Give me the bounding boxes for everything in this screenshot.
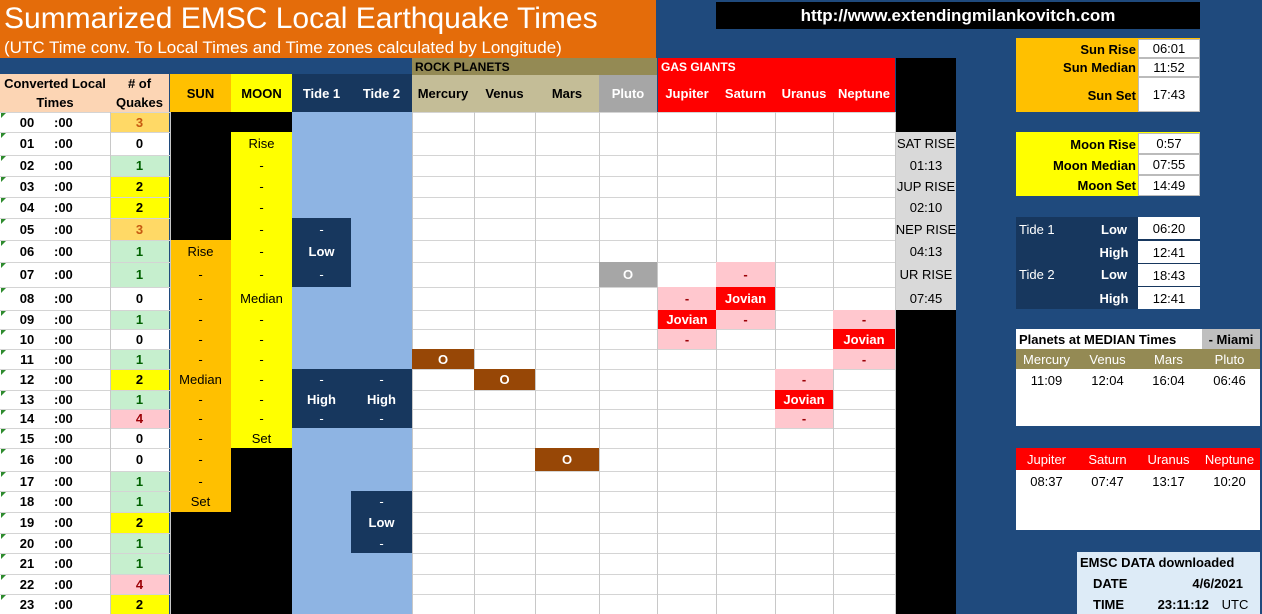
- grid-line: [412, 512, 895, 513]
- grid-line: [412, 533, 895, 534]
- minute-cell: :00: [54, 409, 110, 428]
- tide2-high-label: High: [1099, 290, 1129, 306]
- rise-cell: JUP RISE: [896, 176, 956, 197]
- grid-line: [412, 155, 895, 156]
- grid-line: [0, 349, 170, 350]
- cell-comment-marker: [1, 330, 6, 335]
- median-pluto-header: Pluto: [1214, 351, 1245, 367]
- hour-cell: 03: [0, 176, 54, 197]
- quake-count: 1: [110, 553, 169, 574]
- tide2-cell: -: [351, 369, 412, 390]
- cell-comment-marker: [1, 263, 6, 268]
- minute-cell: :00: [54, 369, 110, 390]
- grid-line: [412, 112, 895, 113]
- grid-line: [0, 471, 170, 472]
- minute-cell: :00: [54, 574, 110, 594]
- moon-median-value: 07:55: [1138, 154, 1200, 175]
- sun-rise-value: 06:01: [1138, 39, 1200, 58]
- moon-cell: -: [231, 329, 292, 349]
- jupiter-mark: -: [658, 287, 716, 310]
- quake-count: 1: [110, 262, 169, 287]
- sun-set-value: 17:43: [1138, 77, 1200, 112]
- minute-cell: :00: [54, 491, 110, 512]
- hour-cell: 17: [0, 471, 54, 491]
- cell-comment-marker: [1, 311, 6, 316]
- grid-line: [0, 553, 170, 554]
- neptune-mark: Jovian: [833, 329, 895, 349]
- hour-cell: 16: [0, 448, 54, 471]
- cell-comment-marker: [1, 410, 6, 415]
- quake-count: 2: [110, 594, 169, 614]
- quake-count: 3: [110, 218, 169, 240]
- moon-cell: Median: [231, 287, 292, 310]
- jupiter-mark: Jovian: [658, 310, 716, 329]
- quake-count: 3: [110, 112, 169, 132]
- median-panel-title: Planets at MEDIAN Times: [1019, 331, 1177, 347]
- grid-line: [110, 112, 111, 614]
- emsc-date-value: 4/6/2021: [1192, 575, 1243, 591]
- minute-cell: :00: [54, 310, 110, 329]
- grid-line: [412, 428, 895, 429]
- emsc-time-label: TIME: [1093, 596, 1125, 612]
- emsc-download-panel: [1077, 552, 1260, 614]
- hour-cell: 18: [0, 491, 54, 512]
- rise-cell: 07:45: [896, 287, 956, 310]
- moon-rise-value: 0:57: [1138, 133, 1200, 154]
- tide1-label: Tide 1: [1019, 221, 1055, 237]
- median-mercury-time: 11:09: [1030, 372, 1063, 388]
- gas-jupiter-time: 08:37: [1030, 473, 1063, 489]
- grid-line: [775, 112, 776, 614]
- moon-cell: -: [231, 310, 292, 329]
- cell-comment-marker: [1, 350, 6, 355]
- minute-cell: :00: [54, 240, 110, 262]
- header-neptune: Neptune: [833, 75, 895, 112]
- minute-cell: :00: [54, 448, 110, 471]
- moon-set-label: Moon Set: [1077, 177, 1136, 193]
- hour-cell: 08: [0, 287, 54, 310]
- median-mars-header: Mars: [1154, 351, 1183, 367]
- cell-comment-marker: [1, 513, 6, 518]
- tide1-high-label: High: [1099, 244, 1129, 260]
- minute-cell: :00: [54, 349, 110, 369]
- header-quakes: [110, 74, 169, 112]
- minute-cell: :00: [54, 390, 110, 409]
- emsc-time-value: 23:11:12: [1157, 596, 1209, 612]
- grid-line: [0, 594, 170, 595]
- grid-line: [657, 112, 658, 614]
- tide1-low-value: 06:20: [1138, 217, 1200, 239]
- hour-cell: 02: [0, 155, 54, 176]
- cell-comment-marker: [1, 534, 6, 539]
- cell-comment-marker: [1, 449, 6, 454]
- grid-line: [0, 533, 170, 534]
- grid-line: [535, 112, 536, 614]
- tide2-cell: High: [351, 390, 412, 409]
- quake-count: 1: [110, 491, 169, 512]
- minute-cell: :00: [54, 287, 110, 310]
- header-local-times-line2: Times: [36, 95, 74, 110]
- sun-set-label: Sun Set: [1087, 87, 1136, 103]
- quake-count: 1: [110, 390, 169, 409]
- sun-rise-label: Sun Rise: [1080, 41, 1136, 57]
- grid-line: [412, 310, 895, 311]
- cell-comment-marker: [1, 391, 6, 396]
- rise-cell: SAT RISE: [896, 132, 956, 155]
- hour-cell: 09: [0, 310, 54, 329]
- rise-cell: NEP RISE: [896, 218, 956, 240]
- moon-cell: -: [231, 390, 292, 409]
- hour-cell: 13: [0, 390, 54, 409]
- moon-times-panel: [1016, 132, 1200, 196]
- sun-cell: -: [170, 329, 231, 349]
- quake-count: 0: [110, 428, 169, 448]
- hour-cell: 00: [0, 112, 54, 132]
- minute-cell: :00: [54, 329, 110, 349]
- sun-cell: -: [170, 287, 231, 310]
- moon-cell: -: [231, 240, 292, 262]
- header-uranus: Uranus: [775, 75, 833, 112]
- hour-cell: 20: [0, 533, 54, 553]
- tide2-high-value: 12:41: [1138, 287, 1200, 309]
- page-title: Summarized EMSC Local Earthquake Times: [4, 2, 598, 35]
- sun-cell: -: [170, 428, 231, 448]
- grid-line: [0, 112, 170, 113]
- tide1-cell: -: [292, 409, 351, 428]
- quake-count: 2: [110, 176, 169, 197]
- header-jupiter: Jupiter: [658, 75, 716, 112]
- header-moon: MOON: [231, 74, 292, 112]
- saturn-mark: Jovian: [716, 287, 775, 310]
- gas-saturn-header: Saturn: [1088, 451, 1127, 467]
- title-banner: [0, 0, 656, 58]
- tide2-cell: -: [351, 533, 412, 553]
- moon-cell: -: [231, 197, 292, 218]
- header-quakes-line1: # of: [127, 76, 152, 91]
- sun-cell: Set: [170, 491, 231, 512]
- grid-line: [0, 428, 170, 429]
- sun-median-label: Sun Median: [1063, 59, 1136, 75]
- header-tide1: Tide 1: [292, 74, 351, 112]
- hour-cell: 21: [0, 553, 54, 574]
- sun-cell: Median: [170, 369, 231, 390]
- cell-comment-marker: [1, 177, 6, 182]
- grid-line: [412, 594, 895, 595]
- moon-cell: -: [231, 176, 292, 197]
- emsc-date-label: DATE: [1093, 575, 1128, 591]
- tide2-cell: Low: [351, 512, 412, 533]
- tide1-cell: -: [292, 369, 351, 390]
- tide2-label: Tide 2: [1019, 266, 1055, 282]
- quake-count: 1: [110, 471, 169, 491]
- grid-line: [412, 553, 895, 554]
- grid-line: [0, 574, 170, 575]
- minute-cell: :00: [54, 553, 110, 574]
- quake-count: 0: [110, 132, 169, 155]
- moon-cell: -: [231, 218, 292, 240]
- moon-set-value: 14:49: [1138, 175, 1200, 196]
- minute-cell: :00: [54, 262, 110, 287]
- gas-neptune-time: 10:20: [1213, 473, 1246, 489]
- quake-count: 4: [110, 409, 169, 428]
- saturn-mark: -: [716, 310, 775, 329]
- hour-cell: 12: [0, 369, 54, 390]
- mercury-mark: O: [412, 349, 474, 369]
- grid-line: [412, 240, 895, 241]
- cell-comment-marker: [1, 133, 6, 138]
- header-mercury: Mercury: [412, 75, 474, 112]
- quake-count: 2: [110, 369, 169, 390]
- jupiter-mark: -: [658, 329, 716, 349]
- median-venus-header: Venus: [1089, 351, 1126, 367]
- median-location: - Miami: [1202, 329, 1260, 349]
- uranus-mark: -: [775, 369, 833, 390]
- header-tide2: Tide 2: [351, 74, 412, 112]
- grid-line: [0, 287, 170, 288]
- grid-line: [599, 112, 600, 614]
- rise-cell: 02:10: [896, 197, 956, 218]
- hour-cell: 11: [0, 349, 54, 369]
- grid-line: [716, 112, 717, 614]
- moon-median-label: Moon Median: [1052, 157, 1136, 173]
- tide2-cell: -: [351, 491, 412, 512]
- cell-comment-marker: [1, 492, 6, 497]
- grid-line: [0, 448, 170, 449]
- grid-line: [412, 574, 895, 575]
- grid-line: [412, 132, 895, 133]
- cell-comment-marker: [1, 156, 6, 161]
- earthquake-table: [0, 58, 956, 614]
- median-pluto-time: 06:46: [1213, 372, 1246, 388]
- hour-cell: 07: [0, 262, 54, 287]
- pluto-mark: O: [599, 262, 657, 287]
- median-mercury-header: Mercury: [1023, 351, 1070, 367]
- moon-rise-label: Moon Rise: [1070, 136, 1136, 152]
- tide1-cell: -: [292, 262, 351, 287]
- grid-line: [0, 218, 170, 219]
- gas-giant-median-panel: [1016, 448, 1260, 530]
- moon-cell: -: [231, 262, 292, 287]
- grid-line: [412, 197, 895, 198]
- header-saturn: Saturn: [716, 75, 775, 112]
- rise-cell: 01:13: [896, 155, 956, 176]
- rise-cell: UR RISE: [896, 262, 956, 287]
- emsc-timezone: UTC: [1221, 596, 1249, 612]
- header-local-times-line1: Converted Local: [4, 76, 106, 91]
- sun-cell: -: [170, 471, 231, 491]
- sun-cell: -: [170, 262, 231, 287]
- minute-cell: :00: [54, 155, 110, 176]
- tide2-low-label: Low: [1101, 266, 1127, 282]
- header-sun: SUN: [170, 74, 231, 112]
- planet-median-panel: [1016, 329, 1260, 426]
- minute-cell: :00: [54, 512, 110, 533]
- quake-count: 1: [110, 155, 169, 176]
- moon-cell: -: [231, 409, 292, 428]
- mars-mark: O: [535, 448, 599, 471]
- grid-line: [0, 491, 170, 492]
- sun-cell: -: [170, 448, 231, 471]
- sun-cell: Rise: [170, 240, 231, 262]
- tide1-cell: -: [292, 218, 351, 240]
- quake-count: 1: [110, 240, 169, 262]
- sun-times-panel: [1016, 38, 1200, 112]
- gas-neptune-header: Neptune: [1204, 451, 1255, 467]
- header-rock-planets: ROCK PLANETS: [412, 58, 657, 75]
- cell-comment-marker: [1, 198, 6, 203]
- cell-comment-marker: [1, 219, 6, 224]
- quake-count: 1: [110, 533, 169, 553]
- cell-comment-marker: [1, 575, 6, 580]
- minute-cell: :00: [54, 176, 110, 197]
- sun-cell: -: [170, 409, 231, 428]
- quake-count: 0: [110, 448, 169, 471]
- minute-cell: :00: [54, 112, 110, 132]
- website-link[interactable]: http://www.extendingmilankovitch.com: [716, 2, 1200, 29]
- gas-jupiter-header: Jupiter: [1026, 451, 1067, 467]
- moon-cell: Rise: [231, 132, 292, 155]
- moon-cell: -: [231, 369, 292, 390]
- header-pluto: Pluto: [599, 75, 657, 112]
- gas-uranus-header: Uranus: [1147, 451, 1190, 467]
- quake-count: 0: [110, 329, 169, 349]
- grid-line: [0, 197, 170, 198]
- header-mars: Mars: [535, 75, 599, 112]
- tide2-low-value: 18:43: [1138, 264, 1200, 286]
- hour-cell: 14: [0, 409, 54, 428]
- header-venus: Venus: [474, 75, 535, 112]
- grid-line: [0, 369, 170, 370]
- uranus-mark: Jovian: [775, 390, 833, 409]
- neptune-mark: -: [833, 349, 895, 369]
- rise-cell: 04:13: [896, 240, 956, 262]
- grid-line: [170, 112, 171, 614]
- cell-comment-marker: [1, 241, 6, 246]
- cell-comment-marker: [1, 429, 6, 434]
- cell-comment-marker: [1, 595, 6, 600]
- quake-count: 0: [110, 287, 169, 310]
- uranus-mark: -: [775, 409, 833, 428]
- grid-line: [412, 287, 895, 288]
- grid-line: [0, 176, 170, 177]
- grid-line: [412, 491, 895, 492]
- quake-count: 2: [110, 197, 169, 218]
- grid-line: [412, 218, 895, 219]
- minute-cell: :00: [54, 594, 110, 614]
- median-mars-time: 16:04: [1152, 372, 1185, 388]
- tide1-high-value: 12:41: [1138, 241, 1200, 263]
- grid-line: [412, 471, 895, 472]
- minute-cell: :00: [54, 132, 110, 155]
- cell-comment-marker: [1, 472, 6, 477]
- grid-line: [0, 240, 170, 241]
- moon-cell: -: [231, 349, 292, 369]
- saturn-mark: -: [716, 262, 775, 287]
- page-subtitle: (UTC Time conv. To Local Times and Time zones calculated by Longitude): [4, 38, 562, 57]
- moon-cell: -: [231, 155, 292, 176]
- grid-line: [0, 132, 170, 133]
- hour-cell: 01: [0, 132, 54, 155]
- tide1-cell: Low: [292, 240, 351, 262]
- grid-line: [412, 329, 895, 330]
- sun-cell: -: [170, 390, 231, 409]
- hour-cell: 19: [0, 512, 54, 533]
- quake-count: 2: [110, 512, 169, 533]
- hour-cell: 15: [0, 428, 54, 448]
- hour-cell: 06: [0, 240, 54, 262]
- sun-cell: -: [170, 310, 231, 329]
- emsc-title: EMSC DATA downloaded: [1080, 554, 1235, 570]
- quake-count: 1: [110, 310, 169, 329]
- minute-cell: :00: [54, 533, 110, 553]
- grid-line: [412, 176, 895, 177]
- quake-count: 4: [110, 574, 169, 594]
- median-venus-time: 12:04: [1091, 372, 1124, 388]
- sun-median-value: 11:52: [1138, 58, 1200, 77]
- grid-line: [0, 262, 170, 263]
- grid-line: [474, 112, 475, 614]
- grid-line: [0, 310, 170, 311]
- neptune-mark: -: [833, 310, 895, 329]
- tide-times-panel: [1016, 217, 1200, 309]
- grid-line: [0, 329, 170, 330]
- minute-cell: :00: [54, 428, 110, 448]
- minute-cell: :00: [54, 197, 110, 218]
- grid-line: [412, 448, 895, 449]
- cell-comment-marker: [1, 288, 6, 293]
- header-local-times: [0, 74, 110, 112]
- sun-cell: -: [170, 349, 231, 369]
- cell-comment-marker: [1, 554, 6, 559]
- tide1-low-label: Low: [1101, 221, 1127, 237]
- gas-saturn-time: 07:47: [1091, 473, 1124, 489]
- hour-cell: 05: [0, 218, 54, 240]
- tide1-cell: High: [292, 390, 351, 409]
- grid-line: [0, 409, 170, 410]
- minute-cell: :00: [54, 218, 110, 240]
- hour-cell: 10: [0, 329, 54, 349]
- header-gas-giants: GAS GIANTS: [658, 58, 895, 75]
- moon-cell: Set: [231, 428, 292, 448]
- hour-cell: 04: [0, 197, 54, 218]
- tide2-cell: -: [351, 409, 412, 428]
- grid-line: [0, 512, 170, 513]
- minute-cell: :00: [54, 471, 110, 491]
- gas-uranus-time: 13:17: [1152, 473, 1185, 489]
- venus-mark: O: [474, 369, 535, 390]
- quake-count: 1: [110, 349, 169, 369]
- grid-line: [0, 390, 170, 391]
- grid-line: [0, 155, 170, 156]
- cell-comment-marker: [1, 113, 6, 118]
- grid-line: [412, 349, 895, 350]
- hour-cell: 23: [0, 594, 54, 614]
- header-spacer-left: [0, 58, 412, 74]
- header-quakes-line2: Quakes: [116, 95, 163, 110]
- hour-cell: 22: [0, 574, 54, 594]
- cell-comment-marker: [1, 370, 6, 375]
